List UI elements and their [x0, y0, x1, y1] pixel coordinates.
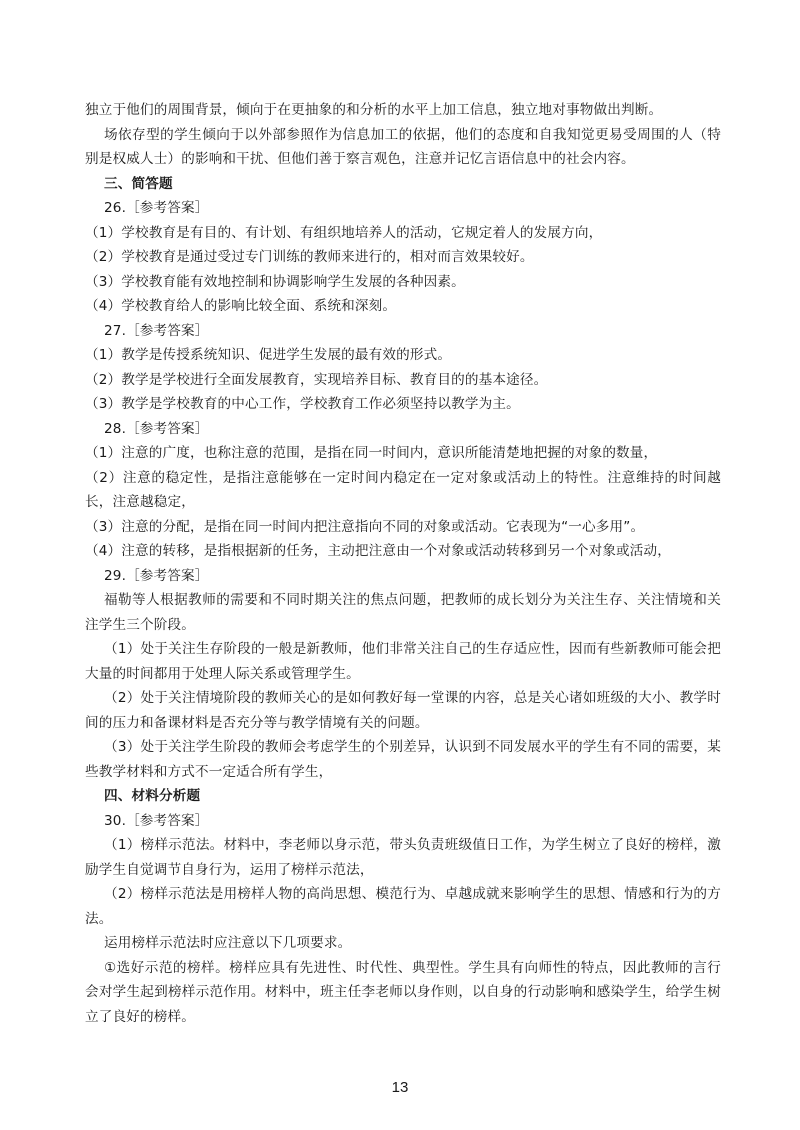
paragraph: 29.［参考答案］	[104, 567, 209, 584]
section-heading: 三、简答题	[104, 175, 173, 192]
paragraph: （3）处于关注学生阶段的教师会考虑学生的个别差异，认识到不同发展水平的学生有不同的需要，某些教学材料和方式不一定适合所有学生，	[85, 739, 721, 780]
paragraph: （1）榜样示范法。材料中，李老师以身示范，带头负责班级值日工作，为学生树立了良好的榜样，激励学生自觉调节自身行为，运用了榜样示范法，	[85, 837, 721, 878]
paragraph: （3）教学是学校教育的中心工作，学校教育工作必须坚持以教学为主。	[85, 396, 520, 412]
paragraph: 运用榜样示范法时应注意以下几项要求。	[104, 935, 352, 951]
paragraph: 30.［参考答案］	[104, 812, 209, 829]
paragraph: （1）注意的广度，也称注意的范围，是指在同一时间内，意识所能清楚地把握的对象的数量，	[85, 445, 658, 461]
paragraph: （3）注意的分配，是指在同一时间内把注意指向不同的对象或活动。它表现为“一心多用”。	[85, 518, 645, 535]
paragraph: （2）教学是学校进行全面发展教育，实现培养目标、教育目的的基本途径。	[85, 371, 548, 388]
paragraph: 场依存型的学生倾向于以外部参照作为信息加工的依据，他们的态度和自我知觉更易受周围的人（特别是权威人士）的影响和干扰、但他们善于察言观色，注意并记忆言语信息中的社会内容。	[85, 126, 721, 167]
paragraph: 独立于他们的周围背景，倾向于在更抽象的和分析的水平上加工信息，独立地对事物做出判断。	[85, 102, 663, 118]
paragraph: （2）学校教育是通过受过专门训练的教师来进行的，相对而言效果较好。	[85, 249, 534, 265]
paragraph: （4）学校教育给人的影响比较全面、系统和深刻。	[85, 298, 397, 314]
paragraph: （2）处于关注情境阶段的教师关心的是如何教好每一堂课的内容，总是关心诸如班级的大小、教学时间的压力和备课材料是否充分等与教学情境有关的问题。	[85, 690, 721, 731]
paragraph: （1）学校教育是有目的、有计划、有组织地培养人的活动，它规定着人的发展方向，	[85, 224, 603, 241]
paragraph: （1）教学是传授系统知识、促进学生发展的最有效的形式。	[85, 347, 452, 363]
document-body	[85, 98, 721, 1029]
paragraph: （2）注意的稳定性，是指注意能够在一定时间内稳定在一定对象或活动上的特性。注意维持的时间越长，注意越稳定，	[85, 469, 721, 510]
paragraph: 福勒等人根据教师的需要和不同时期关注的焦点问题，把教师的成长划分为关注生存、关注情境和关注学生三个阶段。	[85, 592, 721, 633]
paragraph: （3）学校教育能有效地控制和协调影响学生发展的各种因素。	[85, 273, 465, 290]
paragraph: （4）注意的转移，是指根据新的任务，主动把注意由一个对象或活动转移到另一个对象或活动，	[85, 543, 672, 559]
paragraph: ①选好示范的榜样。榜样应具有先进性、时代性、典型性。学生具有向师性的特点，因此教师的言行会对学生起到榜样示范作用。材料中，班主任李老师以身作则，以自身的行动影响和感染学生，给学生树立了良好的榜样。	[85, 959, 721, 1025]
section-heading: 四、材料分析题	[104, 788, 201, 804]
paragraph: （1）处于关注生存阶段的一般是新教师，他们非常关注自己的生存适应性，因而有些新教师可能会把大量的时间都用于处理人际关系或管理学生。	[85, 641, 721, 682]
page-number: 13	[391, 1079, 409, 1096]
paragraph: 26.［参考答案］	[104, 200, 209, 216]
paragraph: （2）榜样示范法是用榜样人物的高尚思想、模范行为、卓越成就来影响学生的思想、情感和行为的方法。	[85, 886, 721, 927]
paragraph: 27.［参考答案］	[104, 322, 209, 339]
paragraph: 28.［参考答案］	[104, 420, 209, 437]
